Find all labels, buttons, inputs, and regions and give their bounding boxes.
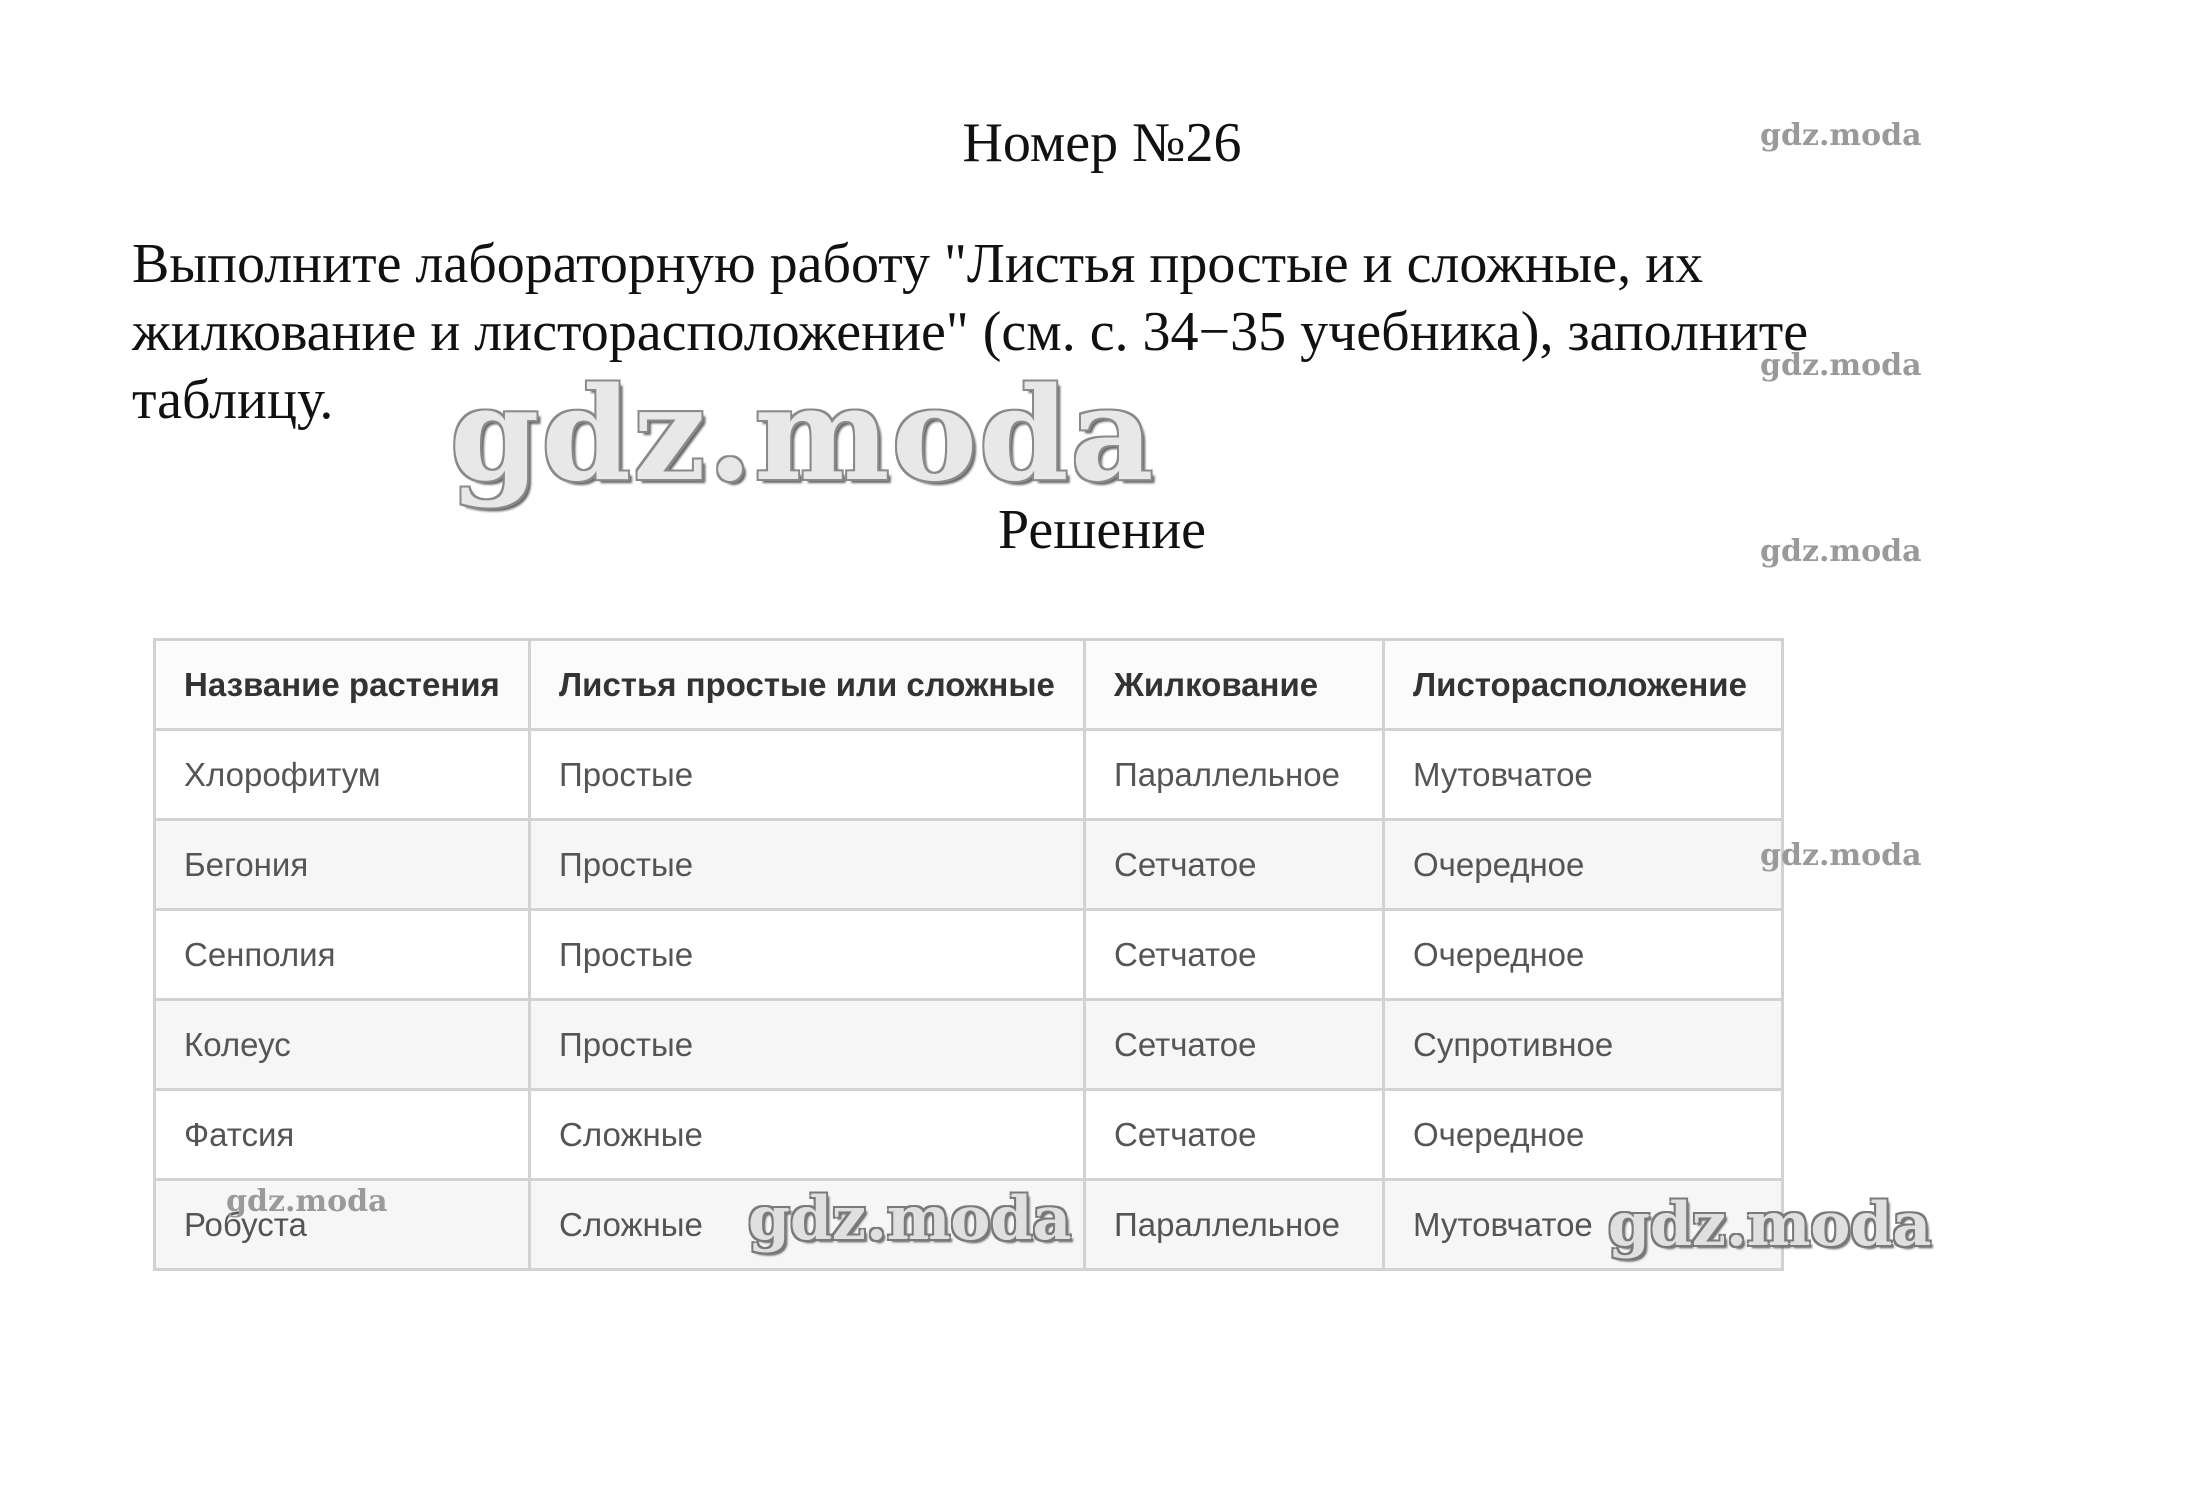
table-row bbox=[155, 1090, 1783, 1180]
table-cell: Мутовчатое bbox=[1384, 1180, 1783, 1270]
table-row bbox=[155, 910, 1783, 1000]
results-table bbox=[153, 638, 1784, 1271]
table-cell: Сложные bbox=[530, 1090, 1085, 1180]
table-cell: Сетчатое bbox=[1085, 910, 1384, 1000]
table-cell: Сетчатое bbox=[1085, 1000, 1384, 1090]
table-cell: Сенполия bbox=[155, 910, 530, 1000]
table-cell: Сетчатое bbox=[1085, 820, 1384, 910]
table-cell: Простые bbox=[530, 1000, 1085, 1090]
watermark: gdz.moda bbox=[1760, 534, 1922, 569]
task-text: Выполните лабораторную работу "Листья простые и сложные, их жилкование и листорасположение" (см. с. 34−35 учебника), заполните таблицу. bbox=[132, 233, 1809, 431]
table-cell: Очередное bbox=[1384, 820, 1783, 910]
watermark: gdz.moda bbox=[226, 1184, 388, 1219]
table-cell: Мутовчатое bbox=[1384, 730, 1783, 820]
column-header-leaf-arrangement: Листорасположение bbox=[1384, 640, 1783, 730]
table-header-row bbox=[155, 640, 1783, 730]
page-title: Номер №26 bbox=[962, 112, 1242, 174]
table-row bbox=[155, 1000, 1783, 1090]
solution-heading: Решение bbox=[997, 499, 1207, 561]
table-cell: Хлорофитум bbox=[155, 730, 530, 820]
table-cell: Фатсия bbox=[155, 1090, 530, 1180]
watermark: gdz.moda bbox=[1760, 838, 1922, 873]
column-header-plant-name: Название растения bbox=[155, 640, 530, 730]
watermark: gdz.moda bbox=[450, 360, 1156, 510]
watermark: gdz.moda bbox=[1608, 1190, 1932, 1260]
watermark: gdz.moda bbox=[748, 1184, 1072, 1254]
table-cell: Робуста bbox=[155, 1180, 530, 1270]
table-cell: Бегония bbox=[155, 820, 530, 910]
table-row bbox=[155, 730, 1783, 820]
table-cell: Простые bbox=[530, 820, 1085, 910]
table-cell: Параллельное bbox=[1085, 1180, 1384, 1270]
table-cell: Колеус bbox=[155, 1000, 530, 1090]
table-cell: Простые bbox=[530, 730, 1085, 820]
table-cell: Очередное bbox=[1384, 910, 1783, 1000]
column-header-leaf-type: Листья простые или сложные bbox=[530, 640, 1085, 730]
watermark: gdz.moda bbox=[1760, 118, 1922, 153]
table-cell: Параллельное bbox=[1085, 730, 1384, 820]
table-cell: Сложные bbox=[530, 1180, 1085, 1270]
table-row bbox=[155, 820, 1783, 910]
watermark: gdz.moda bbox=[1760, 348, 1922, 383]
table-cell: Супротивное bbox=[1384, 1000, 1783, 1090]
table-cell: Очередное bbox=[1384, 1090, 1783, 1180]
table-cell: Простые bbox=[530, 910, 1085, 1000]
column-header-venation: Жилкование bbox=[1085, 640, 1384, 730]
table-cell: Сетчатое bbox=[1085, 1090, 1384, 1180]
